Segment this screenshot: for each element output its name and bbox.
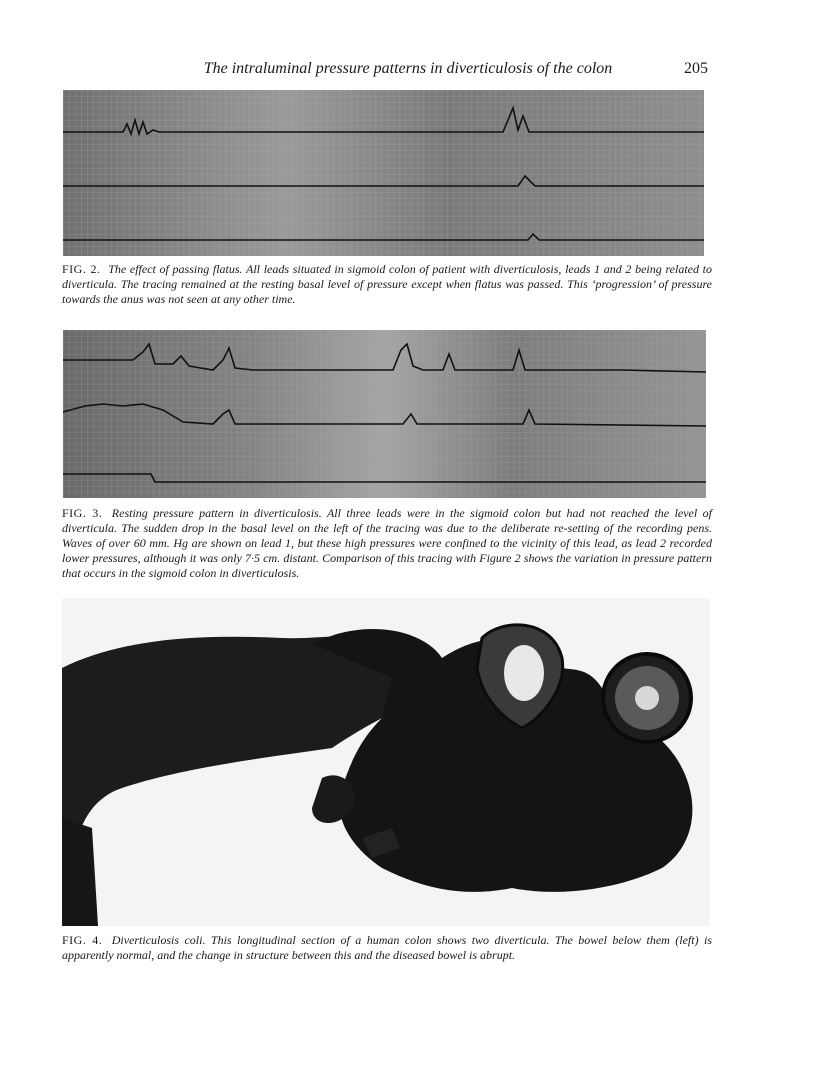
figure-2-graphic: [63, 90, 704, 256]
page-number: 205: [684, 60, 708, 77]
figure-3-caption-text: Resting pressure pattern in diverticulosis. All three leads were in the sigmoid colon but had not reached the level of diverticula. The sudden drop in the basal level on the left of the tracing was due to the deliberate re-setting of the recording pens. Waves of over 60 mm. Hg are shown on lead 1, but these high pressures were confined to the vicinity of this lead, as lead 2 recorded lower pressures, although it was only 7·5 cm. distant. Comparison of this tracing with Figure 2 shows the variation in pressure pattern that occurs in the sigmoid colon in diverticulosis.: [62, 506, 713, 580]
running-title: The intraluminal pressure patterns in diverticulosis of the colon: [203, 60, 613, 77]
figure-4-colon-section-photo: [62, 598, 710, 926]
page-header: [0, 58, 816, 82]
figure-4-caption: [62, 933, 712, 963]
figure-4-caption-text: Diverticulosis coli. This longitudinal section of a human colon shows two diverticula. The bowel below them (left) is apparently normal, and the change in structure between this and the diseased bowel is abrupt.: [62, 933, 713, 962]
figure-3-caption: [62, 506, 712, 581]
figure-3-graphic: [63, 330, 706, 498]
figure-2-label: FIG. 2.: [62, 262, 101, 276]
figure-3-pressure-tracing: [63, 330, 706, 498]
figure-2-pressure-tracing: [63, 90, 704, 256]
figure-3-label: FIG. 3.: [62, 506, 103, 520]
figure-2-caption-text: The effect of passing flatus. All leads situated in sigmoid colon of patient with diverticulosis, leads 1 and 2 being related to diverticula. The tracing remained at the resting basal level of pressure except when flatus was passed. This ‘progression’ of pressure towards the anus was not seen at any other time.: [62, 262, 712, 306]
figure-2-caption: [62, 262, 712, 307]
figure-4-graphic: [62, 598, 710, 926]
figure-4-label: FIG. 4.: [62, 933, 103, 947]
